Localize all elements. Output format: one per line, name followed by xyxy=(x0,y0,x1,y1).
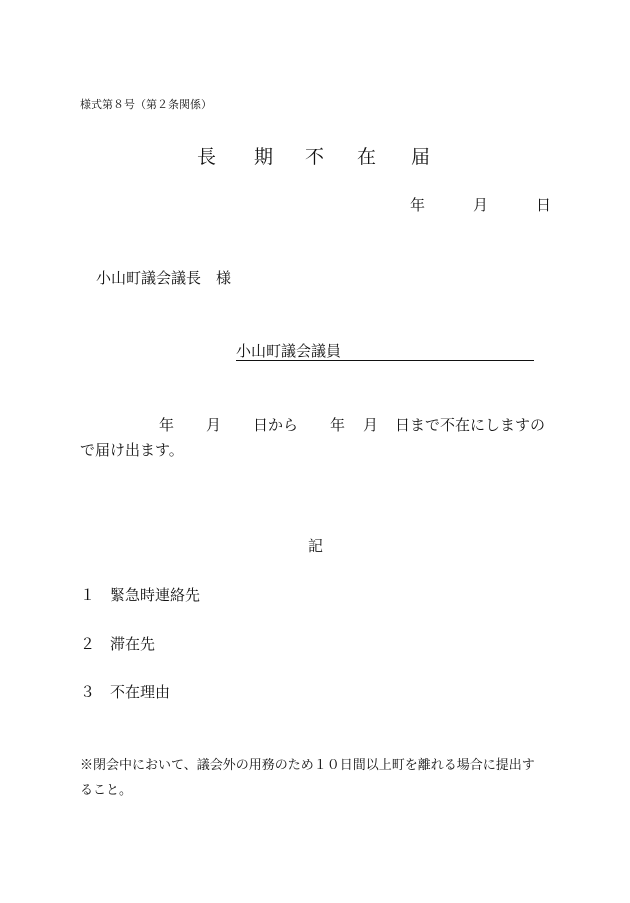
sender-line xyxy=(236,340,534,361)
item-number-1: １ xyxy=(80,586,96,604)
title-char-2: 期 xyxy=(254,146,274,168)
item-label-emergency-contact: 緊急時連絡先 xyxy=(110,586,201,604)
title-char-3: 不 xyxy=(305,146,325,168)
note-line-2: ること。 xyxy=(80,783,133,798)
title-char-4: 在 xyxy=(357,146,377,168)
sender-label: 小山町議会議員 xyxy=(236,342,342,360)
body-day-1: 日から xyxy=(253,416,299,434)
body-year-2: 年 xyxy=(330,416,346,434)
body-year-1: 年 xyxy=(159,416,175,434)
date-year-label: 年 xyxy=(410,196,426,214)
title-char-1: 長 xyxy=(197,146,217,168)
item-label-stay-location: 滞在先 xyxy=(110,635,156,653)
title-char-5: 届 xyxy=(411,146,431,168)
body-line-2: で届け出ます。 xyxy=(80,441,184,459)
body-month-2: 月 xyxy=(363,416,379,434)
ki-heading: 記 xyxy=(308,537,324,555)
addressee: 小山町議会議長 様 xyxy=(96,269,232,287)
note-line-1: ※閉会中において、議会外の用務のため１０日間以上町を離れる場合に提出す xyxy=(80,758,535,773)
item-label-absence-reason: 不在理由 xyxy=(110,683,171,701)
item-number-3: ３ xyxy=(80,683,96,701)
item-number-2: ２ xyxy=(80,635,96,653)
date-day-label: 日 xyxy=(536,196,552,214)
body-month-1: 月 xyxy=(206,416,222,434)
body-day-2: 日まで不在にしますの xyxy=(395,416,546,434)
form-number: 様式第８号（第２条関係） xyxy=(80,98,212,111)
date-month-label: 月 xyxy=(473,196,489,214)
